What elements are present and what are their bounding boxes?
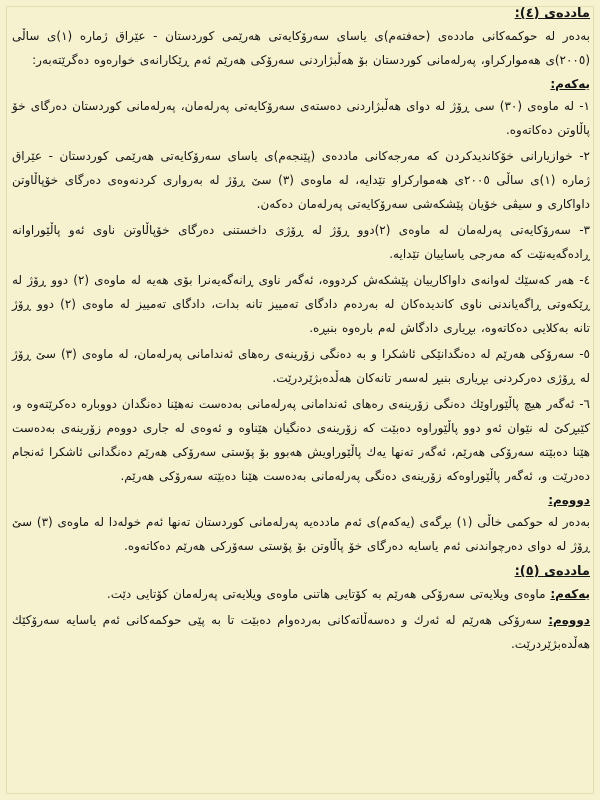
article-4-item-4: ٤- هەر کەسێك لەوانەی داواکارییان پێشکەش کردووە، ئەگەر ناوی ڕانەگەیەنرا بۆی هەیە لە ماوەی (٢) دوو ڕۆژ لە ڕێکەوتی ڕاگەیاندنی ناوی کاندیدەکان لە بەردەم دادگای تەمییز تانە بدات، دادگای تەمییز لە ماوەی (٢) دوو ڕۆژ تانە بەکلایی دەکاتەوە، بڕیاری دادگاش لەم بارەوە بنبڕە. [12, 273, 591, 335]
article-4-item-6: ٦- ئەگەر هیچ پاڵێوراوێك دەنگی زۆرینەی رەهای ئەندامانی پەرلەمانی بەدەست نەهێنا دەنگدان دووبارە دەکرێتەوە و، کێبڕکێ لە نێوان ئەو دوو پاڵێوراوە دەبێت کە زۆرینەی دەنگیان هێناوە و ئەوەی لە جاری دووەم زۆرینەی بەدەست هێنا دەبێتە سەرۆکی هەرێم، ئەگەر تەنها یەك پاڵێوراویش هەبوو بۆ پۆستی سەرۆکی هەرێم دەنگدانی ئاشکرا ئەنجام دەدرێت و، ئەگەر پاڵێوراوەکە زۆرینەی دەنگی پەرلەمانی بەدەست هێنا دەبێتە سەرۆکی هەرێم. [12, 397, 590, 483]
article-4-item-5: ٥- سەرۆکی هەرێم لە دەنگدانێکی ئاشکرا و بە دەنگی زۆرینەی رەهای ئەندامانی پەرلەمان، لە ماوەی (٣) سێ ڕۆژ لە ڕۆژی دەرکردنی بڕیاری بنبڕ لەسەر تانەکان هەڵدەبژێردرێت. [12, 347, 590, 385]
article-4-item-3: ٣- سەرۆکایەتی پەرلەمان لە ماوەی (٢)دوو ڕۆژ لە ڕۆژی داخستنی دەرگای خۆپاڵاوتن ناوی ئەو پاڵێوراوانە ڕادەگەیەنێت کە مەرجی یاساییان تێدایە. [12, 223, 590, 261]
article-4-intro: بەدەر لە حوکمەکانی ماددەی (حەفتەم)ی یاسای سەرۆکایەتی هەرێمی کوردستان - عێراق ژمارە (١)ی ساڵی (٢٠٠٥)ی هەموارکراو، پەرلەمانی کوردستان بۆ هەڵبژاردنی سەرۆکی هەرێم ئەم ڕێکارانەی خوارەوە دەگرێتەبەر: [12, 29, 590, 67]
article-4-first-label: یەکەم: [550, 77, 590, 91]
article-5-second-label: دووەم: [548, 613, 590, 627]
article-4-second-text: بەدەر لە حوکمی خاڵی (١) بڕگەی (یەکەم)ی ئەم ماددەیە پەرلەمانی کوردستان تەنها ئەم خولەدا لە ماوەی (٣) سێ ڕۆژ لە دوای دەرچواندنی ئەم یاسایە دەرگای خۆ پاڵاوتن بۆ پۆستی سەۆرکی هەرێم دەکاتەوە. [12, 515, 590, 553]
article-5-first [12, 582, 590, 606]
article-4-item-1: ١- لە ماوەی (٣٠) سی ڕۆژ لە دوای هەڵبژاردنی دەستەی سەرۆکایەتی پەرلەمان، پەرلەمانی کوردستان دەرگای خۆ پاڵاوتن دەکاتەوە. [12, 99, 590, 137]
article-5-second-text: سەرۆکی هەرێم لە ئەرك و دەسەڵاتەکانی بەردەوام دەبێت تا بە پێی حوکمەکانی ئەم یاسایە سەرۆکێك هەڵدەبژێردرێت. [12, 613, 590, 651]
article-5-second [12, 608, 590, 656]
article-5-heading: ماددەی (٥): [514, 564, 590, 579]
article-4-item-2: ٢- خوازیارانی خۆکاندیدکردن کە مەرجەکانی ماددەی (پێنجەم)ی یاسای سەرۆکایەتی هەرێمی کوردستان - عێراق ژمارە (١)ی ساڵی ٢٠٠٥ی هەموارکراو تێدایە، لە ماوەی (٣) سێ ڕۆژ لە بەرواری کردنەوەی دەرگای خۆپاڵاوتن داواکاری و سیڤی خۆیان پێشکەشی سەرۆکایەتی پەرلەمان دەکەن. [12, 149, 590, 211]
article-5-first-text: ماوەی ویلایەتی سەرۆکی هەرێم بە کۆتایی هاتنی ماوەی ویلایەتی پەرلەمان کۆتایی دێت. [106, 587, 546, 601]
article-4-heading: ماددەی (٤): [514, 6, 590, 21]
article-5-first-label: یەکەم: [550, 587, 590, 601]
article-4-second-label: دووەم: [548, 493, 590, 507]
